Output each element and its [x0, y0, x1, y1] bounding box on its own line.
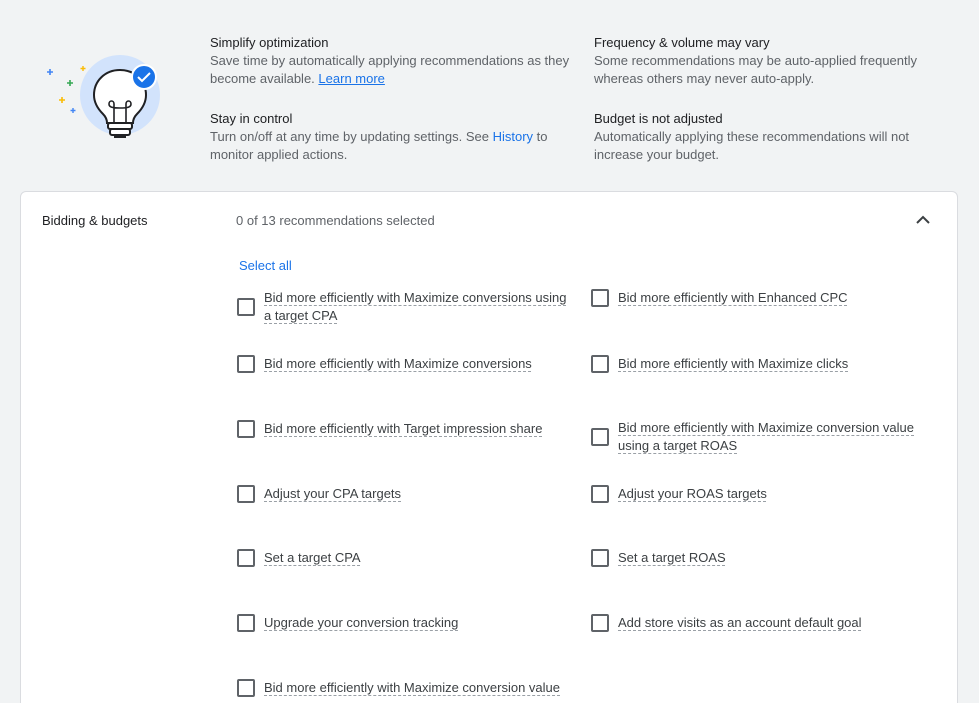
info-control-text [210, 128, 560, 164]
recommendation-checkbox[interactable] [237, 355, 255, 373]
recommendation-label: Bid more efficiently with Maximize conversion value using a target ROAS [618, 420, 914, 453]
sparkle-icon [47, 66, 86, 113]
info-control-body: Turn on/off at any time by updating settings. See [210, 129, 489, 144]
recommendation-label: Bid more efficiently with Enhanced CPC [618, 290, 848, 305]
recommendation-item[interactable] [591, 289, 931, 307]
recommendation-item[interactable] [591, 355, 931, 373]
recommendation-checkbox[interactable] [591, 485, 609, 503]
recommendation-label: Bid more efficiently with Maximize conversions using a target CPA [264, 290, 567, 323]
learn-more-link[interactable]: Learn more [318, 71, 385, 86]
recommendation-item[interactable] [591, 549, 931, 567]
info-frequency [594, 34, 934, 88]
recommendation-checkbox[interactable] [591, 549, 609, 567]
info-simplify-text [210, 52, 570, 88]
recommendation-checkbox[interactable] [237, 420, 255, 438]
lightbulb-illustration [42, 52, 167, 147]
recommendation-checkbox[interactable] [237, 549, 255, 567]
bidding-budgets-card [20, 191, 958, 703]
recommendation-checkbox[interactable] [591, 428, 609, 446]
info-budget [594, 110, 934, 164]
recommendation-checkbox[interactable] [237, 298, 255, 316]
recommendation-checkbox[interactable] [591, 289, 609, 307]
recommendation-item[interactable] [591, 485, 931, 503]
recommendation-item[interactable] [591, 419, 931, 455]
info-control [210, 110, 560, 164]
recommendation-label: Adjust your CPA targets [264, 486, 402, 501]
recommendation-checkbox[interactable] [237, 679, 255, 697]
recommendation-checkbox[interactable] [591, 614, 609, 632]
auto-apply-header [0, 0, 979, 190]
history-link[interactable]: History [492, 129, 534, 144]
recommendation-label: Bid more efficiently with Maximize conversion value [264, 680, 560, 695]
recommendation-label: Bid more efficiently with Maximize clicks [618, 356, 849, 371]
info-control-body-end: to monitor applied actions. [210, 129, 548, 162]
recommendation-checkbox[interactable] [237, 485, 255, 503]
recommendation-label: Set a target CPA [264, 550, 361, 565]
info-frequency-title: Frequency & volume may vary [594, 35, 770, 50]
recommendation-item[interactable] [237, 549, 577, 567]
checkmark-badge-icon [132, 65, 156, 89]
recommendation-label: Upgrade your conversion tracking [264, 615, 459, 630]
info-budget-title: Budget is not adjusted [594, 111, 723, 126]
selection-count: 0 of 13 recommendations selected [236, 213, 435, 228]
info-simplify [210, 34, 570, 88]
recommendation-item[interactable] [237, 289, 577, 325]
recommendation-label: Adjust your ROAS targets [618, 486, 767, 501]
recommendation-label: Bid more efficiently with Maximize conversions [264, 356, 532, 371]
chevron-up-icon[interactable] [911, 208, 935, 232]
recommendation-label: Bid more efficiently with Target impression share [264, 421, 543, 436]
recommendation-item[interactable] [237, 420, 577, 438]
select-all-button[interactable]: Select all [239, 258, 292, 273]
recommendation-checkbox[interactable] [591, 355, 609, 373]
section-title: Bidding & budgets [42, 213, 148, 228]
info-control-title: Stay in control [210, 111, 293, 126]
info-simplify-title: Simplify optimization [210, 35, 329, 50]
recommendation-item[interactable] [237, 679, 577, 697]
recommendation-label: Add store visits as an account default goal [618, 615, 862, 630]
info-frequency-text: Some recommendations may be auto-applied frequently whereas others may never auto-apply. [594, 53, 918, 86]
recommendation-item[interactable] [237, 355, 577, 373]
recommendation-item[interactable] [237, 614, 577, 632]
recommendation-checkbox[interactable] [237, 614, 255, 632]
recommendation-item[interactable] [237, 485, 577, 503]
info-budget-text: Automatically applying these recommendations will not increase your budget. [594, 129, 910, 162]
recommendation-label: Set a target ROAS [618, 550, 726, 565]
info-simplify-body: Save time by automatically applying recommendations as they become available. [210, 53, 570, 86]
recommendation-item[interactable] [591, 614, 931, 632]
